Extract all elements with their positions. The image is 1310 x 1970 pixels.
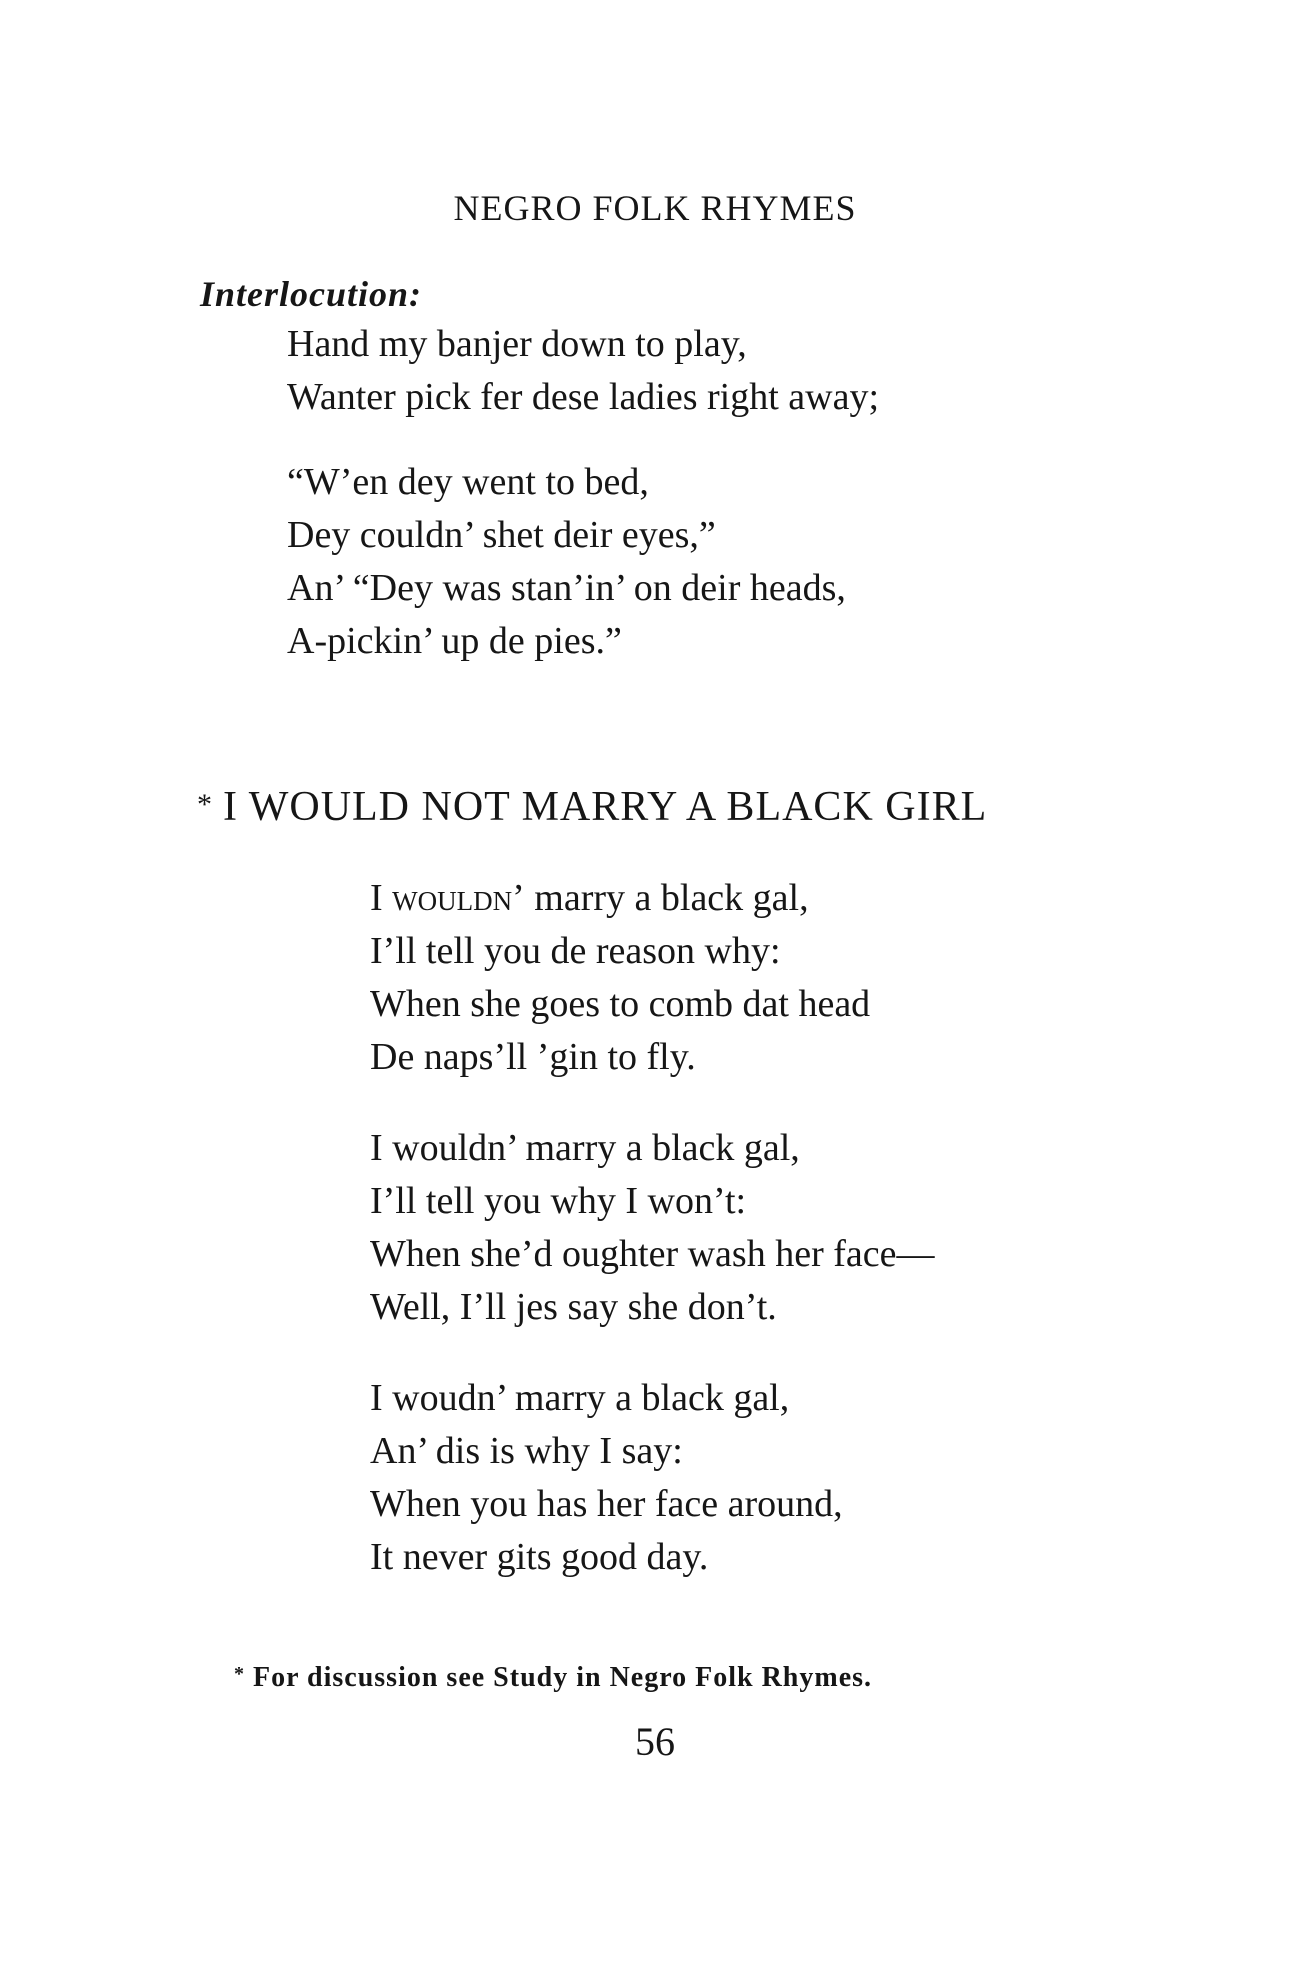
verse-line: I wouldn’ marry a black gal,: [370, 1127, 800, 1169]
verse-line: Dey couldn’ shet deir eyes,”: [287, 514, 716, 556]
first-line-rest: marry a black gal,: [534, 877, 809, 919]
verse-line: Wanter pick fer dese ladies right away;: [287, 376, 880, 418]
verse-line: “W’en dey went to bed,: [287, 461, 649, 503]
verse-line: De naps’ll ’gin to fly.: [370, 1036, 696, 1078]
verse-line: I’ll tell you de reason why:: [370, 930, 781, 972]
verse-line: Hand my banjer down to play,: [287, 323, 747, 365]
footnote-text: For discussion see Study in Negro Folk Rhymes.: [253, 1662, 873, 1693]
interlocution-stanza-1: [287, 318, 879, 424]
verse-line: When you has her face around,: [370, 1483, 843, 1525]
footnote-mark: *: [234, 1663, 245, 1685]
verse-line: An’ dis is why I say:: [370, 1430, 683, 1472]
verse-line: I’ll tell you why I won’t:: [370, 1180, 747, 1222]
small-caps-word: wouldn’: [392, 877, 525, 919]
poem-stanza-2: [370, 1122, 935, 1334]
interlocution-stanza-2: [287, 456, 846, 668]
footnote: [234, 1664, 872, 1692]
verse-line: It never gits good day.: [370, 1536, 709, 1578]
verse-line: [370, 872, 870, 925]
verse-line: When she’d oughter wash her face—: [370, 1233, 935, 1275]
page-number: 56: [635, 1719, 675, 1764]
verse-line: A-pickin’ up de pies.”: [287, 620, 622, 662]
poem-title: [197, 786, 987, 828]
verse-line: An’ “Dey was stan’in’ on deir heads,: [287, 567, 846, 609]
poem-stanza-3: [370, 1372, 843, 1584]
verse-line: I woudn’ marry a black gal,: [370, 1377, 790, 1419]
interlocution-label: Interlocution:: [200, 274, 423, 314]
running-head: NEGRO FOLK RHYMES: [453, 188, 857, 228]
poem-stanza-1: [370, 872, 870, 1084]
first-word: I: [370, 877, 383, 919]
title-footnote-mark: *: [197, 788, 213, 821]
verse-line: Well, I’ll jes say she don’t.: [370, 1286, 777, 1328]
poem-title-text: I WOULD NOT MARRY A BLACK GIRL: [223, 784, 988, 830]
verse-line: When she goes to comb dat head: [370, 983, 871, 1025]
